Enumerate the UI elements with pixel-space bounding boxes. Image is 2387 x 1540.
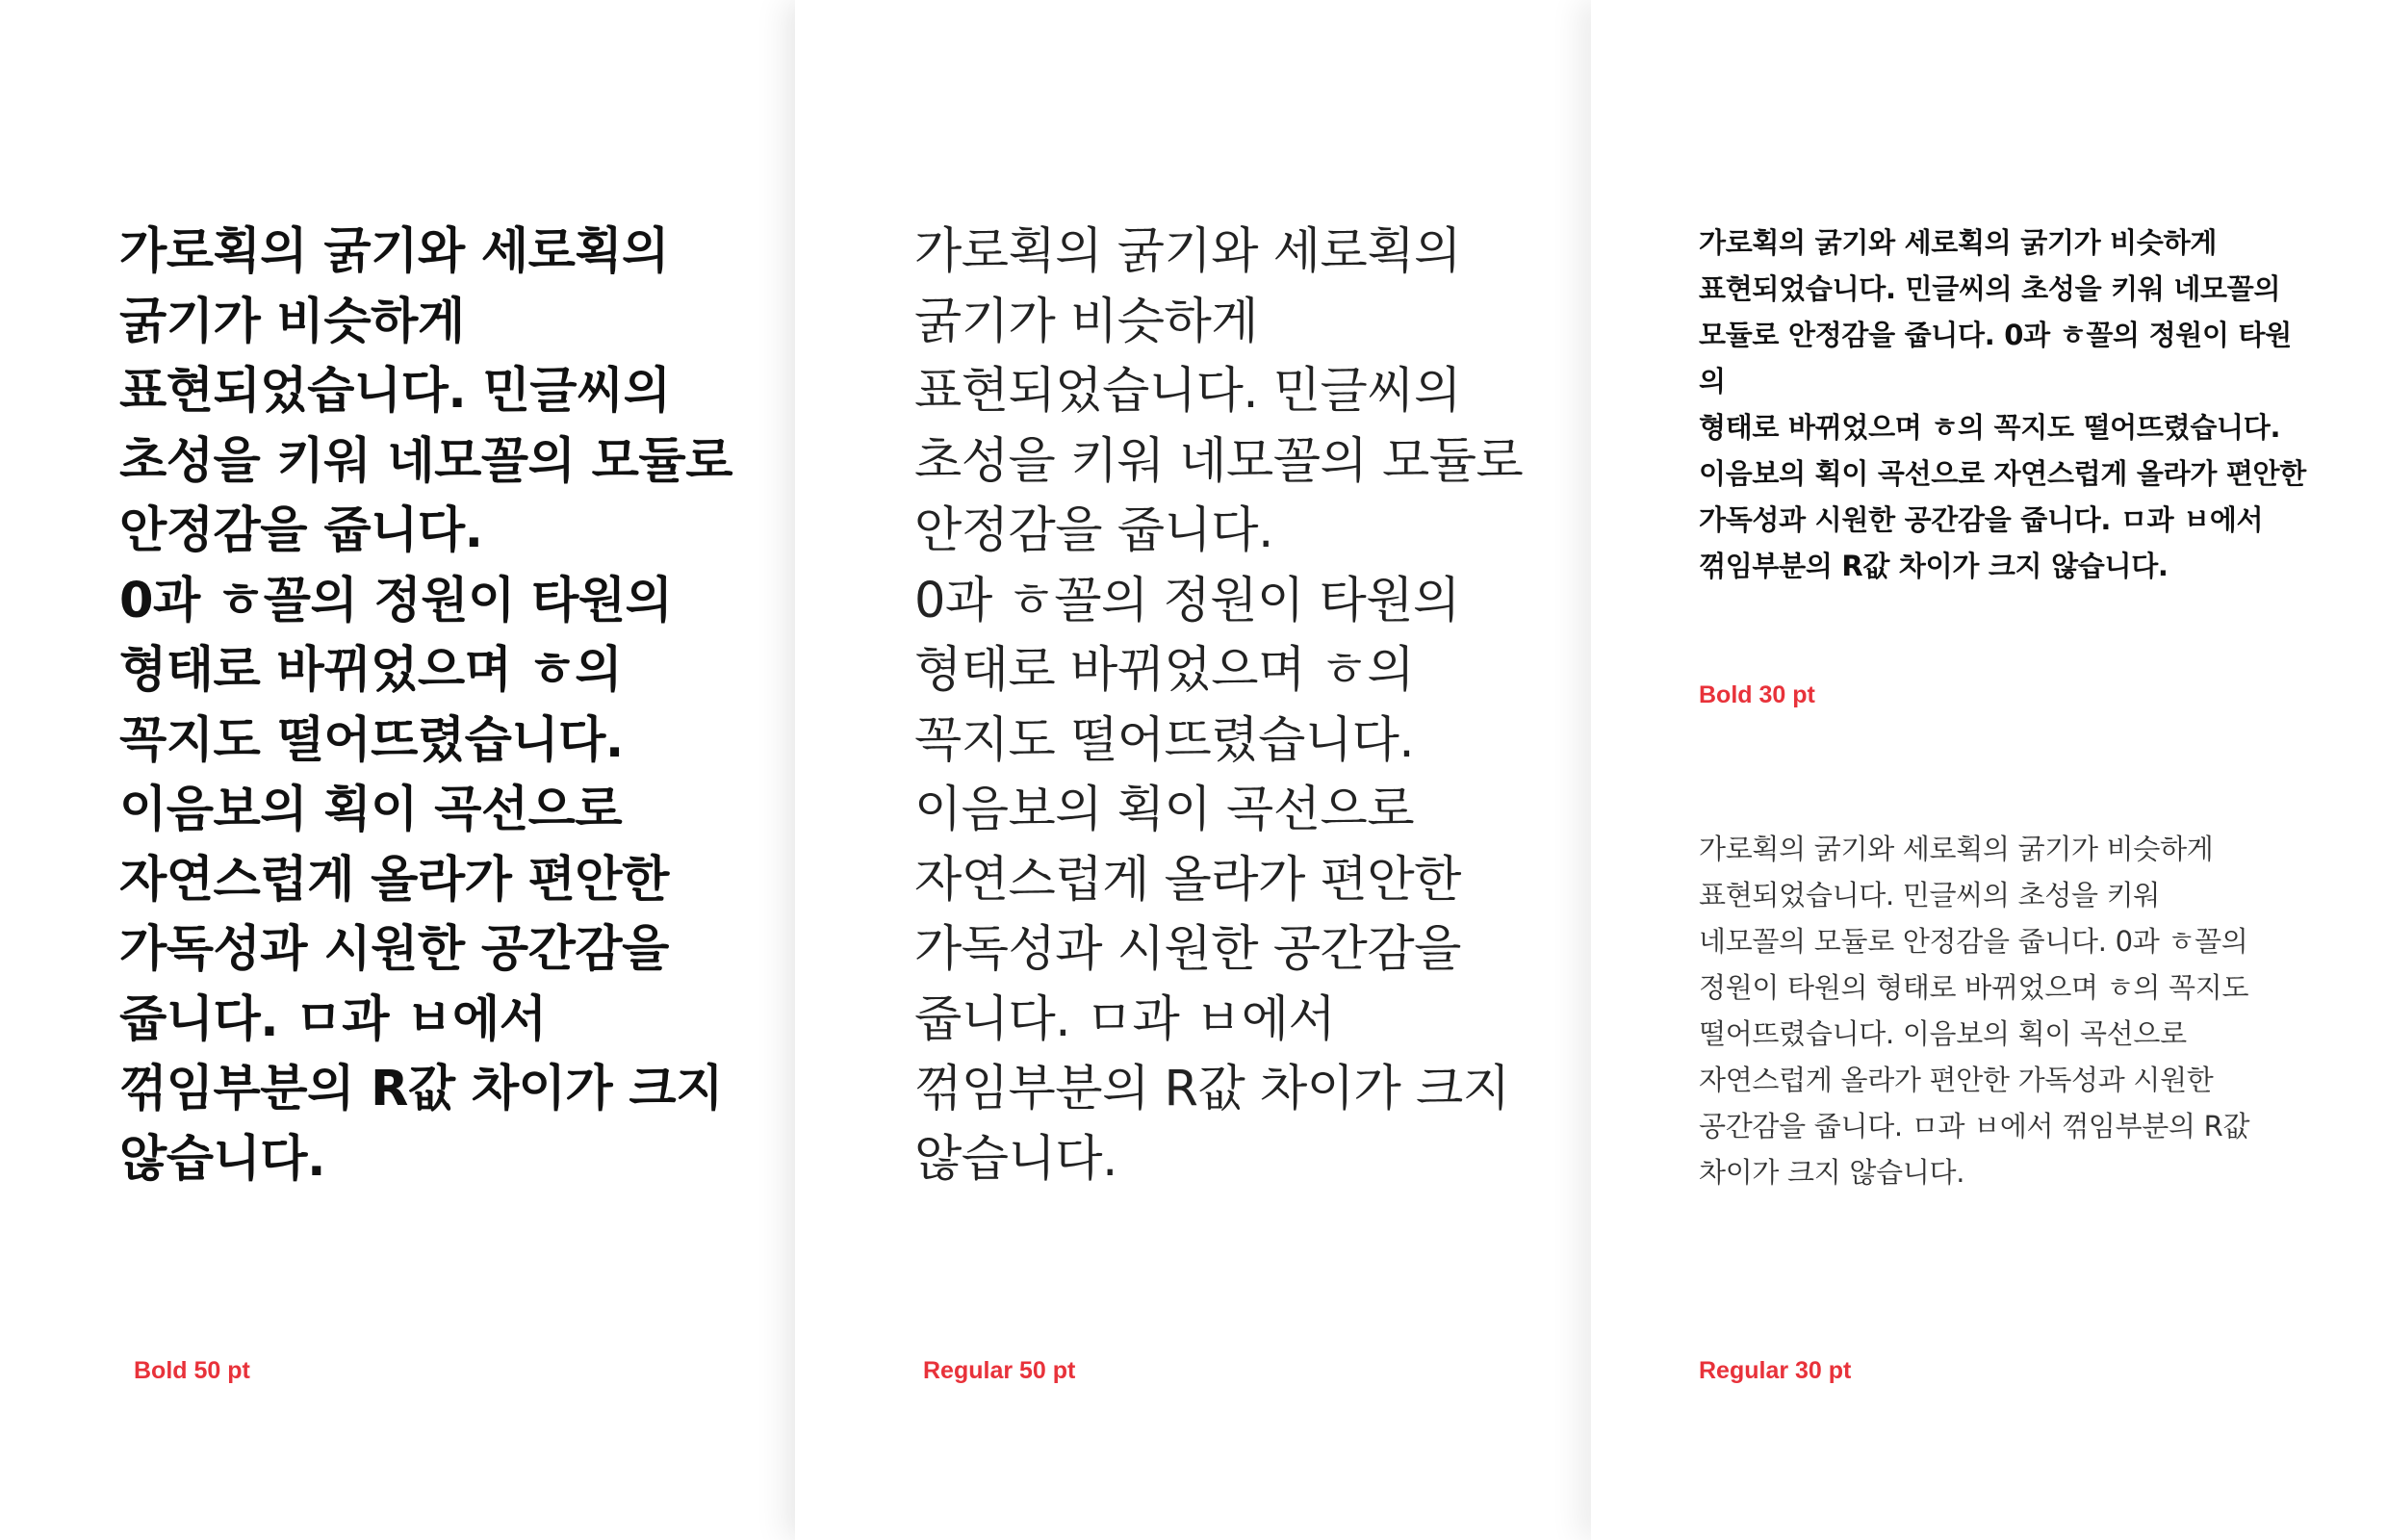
sample-text-regular-30: 가로획의 굵기와 세로획의 굵기가 비슷하게 표현되었습니다. 민글씨의 초성을 키워 네모꼴의 모듈로 안정감을 줍니다. 0과 ㅎ꼴의 정원이 타원의 형태로 바뀌었으며 ㅎ의 꼭지도 떨어뜨렸습니다. 이음보의 획이 곡선으로 자연스럽게 올라가 편안한 가독성과 시원한 공간감을 줍니다. ㅁ과 ㅂ에서 꺾임부분의 R값 차이가 크지 않습니다. xyxy=(1699,833,2250,1189)
panel-regular-50 xyxy=(795,0,1591,1540)
panel-bold-50 xyxy=(0,0,795,1540)
sample-text-bold-50: 가로획의 굵기와 세로획의 굵기가 비슷하게 표현되었습니다. 민글씨의 초성을 키워 네모꼴의 모듈로 안정감을 줍니다. 0과 ㅎ꼴의 정원이 타원의 형태로 바뀌었으며 ㅎ의 꼭지도 떨어뜨렸습니다. 이음보의 획이 곡선으로 자연스럽게 올라가 편안한 가독성과 시원한 공간감을 줍니다. ㅁ과 ㅂ에서 꺾임부분의 R값 차이가 크지 않습니다. xyxy=(119,223,732,1188)
caption-regular-30: Regular 30 pt xyxy=(1699,1357,1852,1384)
caption-regular-50: Regular 50 pt xyxy=(923,1357,1076,1384)
sample-text-bold-30: 가로획의 굵기와 세로획의 굵기가 비슷하게 표현되었습니다. 민글씨의 초성을 키워 네모꼴의 모듈로 안정감을 줍니다. 0과 ㅎ꼴의 정원이 타원의 형태로 바뀌었으며 ㅎ의 꼭지도 떨어뜨렸습니다. 이음보의 획이 곡선으로 자연스럽게 올라가 편안한 가독성과 시원한 공간감을 줍니다. ㅁ과 ㅂ에서 꺾임부분의 R값 차이가 크지 않습니다. xyxy=(1699,226,2306,582)
caption-bold-50: Bold 50 pt xyxy=(134,1357,250,1384)
panel-30pt xyxy=(1591,0,2387,1540)
sample-text-regular-50: 가로획의 굵기와 세로획의 굵기가 비슷하게 표현되었습니다. 민글씨의 초성을 키워 네모꼴의 모듈로 안정감을 줍니다. 0과 ㅎ꼴의 정원이 타원의 형태로 바뀌었으며 ㅎ의 꼭지도 떨어뜨렸습니다. 이음보의 획이 곡선으로 자연스럽게 올라가 편안한 가독성과 시원한 공간감을 줍니다. ㅁ과 ㅂ에서 꺾임부분의 R값 차이가 크지 않습니다. xyxy=(914,223,1524,1188)
caption-bold-30: Bold 30 pt xyxy=(1699,681,1815,708)
